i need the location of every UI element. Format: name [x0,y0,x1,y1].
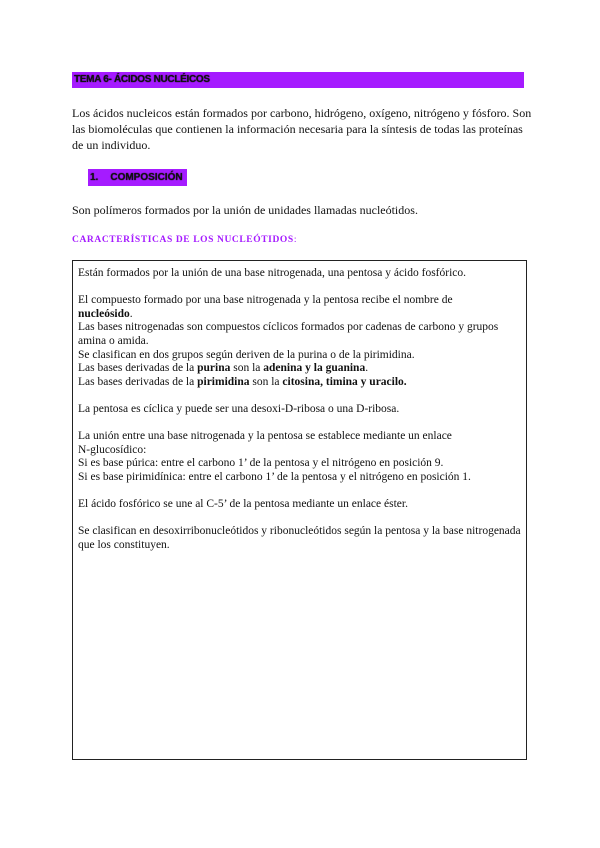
page-title: TEMA 6- ÁCIDOS NUCLÉICOS [74,74,210,85]
box-line: Se clasifican en dos grupos según deriven de la purina o de la pirimidina. [78,348,415,361]
box-line: Si es base pirimidínica: entre el carbono 1’ de la pentosa y el nitrógeno en posición 1. [78,470,471,483]
box-line: Están formados por la unión de una base nitrogenada, una pentosa y ácido fosfórico. [78,267,467,279]
bold-term: pirimidina [197,375,250,388]
box-line: Las bases nitrogenadas son compuestos cíclicos formados por cadenas de carbono y grupos amina o amida. [78,321,499,347]
section-number: 1. [90,172,99,183]
intro-paragraph: Los ácidos nucleicos están formados por carbono, hidrógeno, oxígeno, nitrógeno y fósforo. Son las biomoléculas que contienen la información necesaria para la síntesis de todas las proteínas de un individuo. [72,106,532,152]
section-heading [88,169,187,186]
box-line: Se clasifican en desoxirribonucleótidos y ribonucleótidos según la pentosa y la base nitrogenada que los constituyen. [78,525,521,551]
subheading-text: CARACTERÍSTICAS DE LOS NUCLEÓTIDOS [72,235,294,245]
box-line: El compuesto formado por una base nitrogenada y la pentosa recibe el nombre de nucleósido. [78,294,453,320]
title-highlight [72,72,524,88]
subheading-colon: : [293,235,298,245]
box-line: La unión entre una base nitrogenada y la pentosa se establece mediante un enlace N-glucosídico: [78,430,452,456]
bold-term: citosina, timina y uracilo. [282,375,407,388]
subheading [72,235,297,245]
box-line: Las bases derivadas de la pirimidina son la citosina, timina y uracilo. [78,375,407,388]
box-line: Si es base púrica: entre el carbono 1’ de la pentosa y el nitrógeno en posición 9. [78,457,444,470]
section-paragraph: Son polímeros formados por la unión de unidades llamadas nucleótidos. [72,203,418,217]
bold-term: nucleósido [78,307,130,320]
characteristics-box [72,260,527,760]
section-title: COMPOSICIÓN [110,172,183,183]
bold-term: purina [197,362,231,375]
box-line: El ácido fosfórico se une al C-5’ de la pentosa mediante un enlace éster. [78,498,408,511]
bold-term: adenina y la guanina [263,362,366,375]
box-line: La pentosa es cíclica y puede ser una desoxi-D-ribosa o una D-ribosa. [78,402,400,415]
box-line: Las bases derivadas de la purina son la adenina y la guanina. [78,362,369,375]
